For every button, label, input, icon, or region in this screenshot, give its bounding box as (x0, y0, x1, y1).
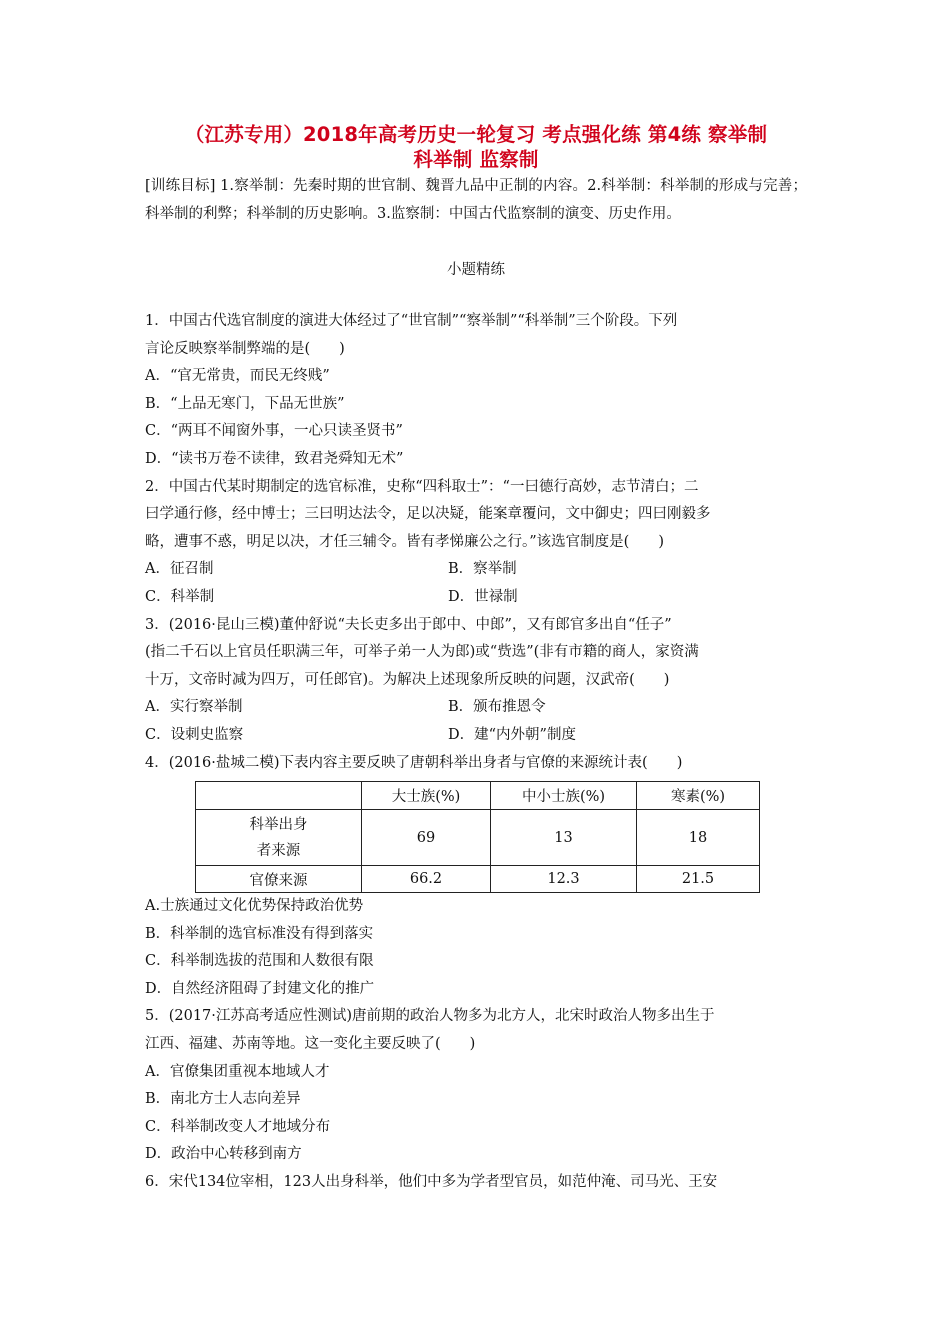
question-2 (145, 474, 807, 612)
option-a: A.士族通过文化优势保持政治优势 (145, 898, 364, 915)
title-line-2: 科举制 监察制 (413, 148, 539, 171)
title-line-1: （江苏专用）2018年高考历史一轮复习 考点强化练 第4练 察举制 (184, 123, 768, 146)
question-4 (145, 750, 807, 1004)
question-stem-line: 江西、福建、苏南等地。这一变化主要反映了( ) (145, 1036, 476, 1053)
table-cell: 18 (637, 810, 760, 866)
training-target: [训练目标] 1.察举制：先秦时期的世官制、魏晋九品中正制的内容。2.科举制：科举制的形成与完善；科举制的利弊；科举制的历史影响。3.监察制：中国古代监察制的演变、历史作用。 (145, 178, 807, 222)
table-header-row (196, 782, 760, 810)
question-stem-line: 3．(2016·昆山三模)董仲舒说“夫长吏多出于郎中、中郎”，又有郎官多出自“任子” (145, 616, 672, 633)
question-5 (145, 1003, 807, 1169)
option-a: A．实行察举制 (145, 699, 243, 716)
option-a: A．征召制 (145, 561, 214, 578)
question-6 (145, 1169, 807, 1197)
option-c: C．科举制改变人才地域分布 (145, 1118, 331, 1135)
question-3 (145, 612, 807, 750)
table-row-label-line: 者来源 (256, 842, 301, 859)
table-row (196, 810, 760, 866)
table-row-label-line: 科举出身 (249, 816, 308, 833)
option-b: B．颁布推恩令 (448, 699, 546, 716)
option-d: D．自然经济阻碍了封建文化的推广 (145, 980, 375, 997)
question-1 (145, 308, 807, 474)
option-a: A．官僚集团重视本地域人才 (145, 1063, 330, 1080)
section-title: 小题精练 (447, 262, 505, 278)
option-d: D．“读书万卷不读律，致君尧舜知无术” (145, 450, 404, 467)
table-row (196, 866, 760, 893)
option-row (145, 584, 807, 612)
option-b: B．“上品无寒门，下品无世族” (145, 395, 345, 412)
option-a: A．“官无常贵，而民无终贱” (145, 368, 330, 385)
table-cell: 66.2 (362, 866, 491, 893)
table-row-label (196, 810, 362, 866)
question-stem-line: 十万，文帝时减为四万，可任郎官)。为解决上述现象所反映的问题，汉武帝( ) (145, 671, 670, 688)
table-cell: 69 (362, 810, 491, 866)
table-header-cell: 大士族(%) (362, 782, 491, 810)
table-header-cell (196, 782, 362, 810)
table-row-label: 官僚来源 (196, 866, 362, 893)
statistics-table (195, 781, 760, 893)
option-c: C．设刺史监察 (145, 726, 244, 743)
option-d: D．建“内外朝”制度 (448, 726, 576, 743)
option-c: C．科举制 (145, 588, 215, 605)
question-stem-line: 5．(2017·江苏高考适应性测试)唐前期的政治人物多为北方人，北宋时政治人物多出生于 (145, 1008, 715, 1025)
question-stem-line: 6．宋代134位宰相，123人出身科举，他们中多为学者型官员，如范仲淹、司马光、王安 (145, 1174, 718, 1191)
option-d: D．政治中心转移到南方 (145, 1146, 302, 1163)
table-header-cell: 中小士族(%) (491, 782, 637, 810)
option-row (145, 556, 807, 584)
question-stem-line: 2．中国古代某时期制定的选官标准，史称“四科取士”：“一曰德行高妙，志节清白；二 (145, 478, 699, 495)
option-row (145, 722, 807, 750)
table-cell: 21.5 (637, 866, 760, 893)
question-stem-line: (指二千石以上官员任职满三年，可举子弟一人为郎)或“赀选”(非有市籍的商人，家资满 (145, 644, 699, 661)
option-d: D．世禄制 (448, 588, 518, 605)
option-c: C．科举制选拔的范围和人数很有限 (145, 953, 374, 970)
option-b: B．科举制的选官标准没有得到落实 (145, 925, 374, 942)
table-cell: 13 (491, 810, 637, 866)
question-stem-line: 4．(2016·盐城二模)下表内容主要反映了唐朝科举出身者与官僚的来源统计表( ) (145, 754, 683, 771)
option-b: B．察举制 (448, 561, 517, 578)
table-header-cell: 寒素(%) (637, 782, 760, 810)
question-stem-line: 曰学通行修，经中博士；三曰明达法令，足以决疑，能案章覆问，文中御史；四曰刚毅多 (145, 506, 711, 523)
question-stem-line: 略，遭事不惑，明足以决，才任三辅令。皆有孝悌廉公之行。”该选官制度是( ) (145, 533, 664, 550)
question-stem-line: 言论反映察举制弊端的是( ) (145, 340, 345, 357)
option-c: C．“两耳不闻窗外事，一心只读圣贤书” (145, 423, 403, 440)
table-cell: 12.3 (491, 866, 637, 893)
document-title (145, 122, 807, 172)
option-row (145, 694, 807, 722)
question-stem-line: 1．中国古代选官制度的演进大体经过了“世官制”“察举制”“科举制”三个阶段。下列 (145, 313, 678, 329)
option-b: B．南北方士人志向差异 (145, 1091, 301, 1108)
document-page (145, 122, 807, 1197)
